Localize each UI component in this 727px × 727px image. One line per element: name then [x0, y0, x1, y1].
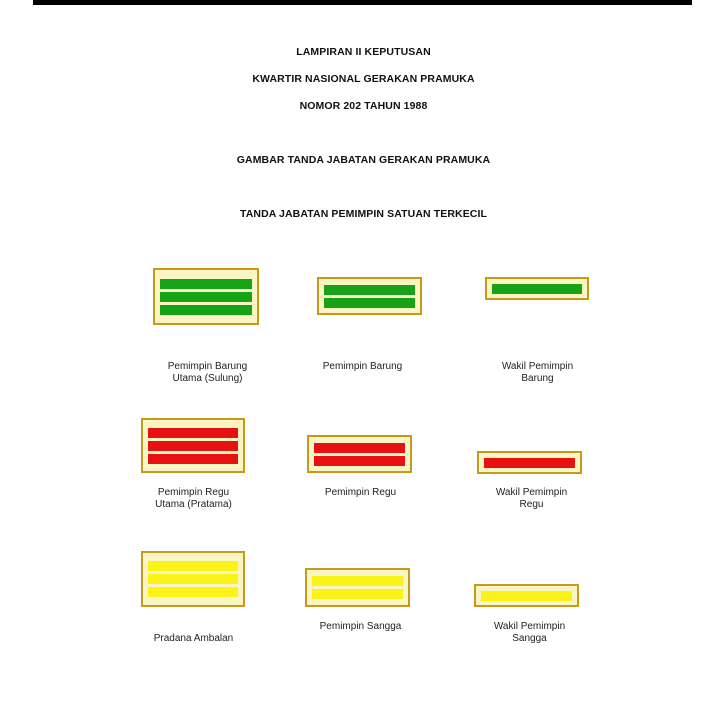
green-stripe — [160, 292, 252, 302]
heading-tanda-jabatan: TANDA JABATAN PEMIMPIN SATUAN TERKECIL — [239, 208, 488, 220]
caption-wakil-pemimpin-regu: Wakil Pemimpin Regu — [495, 487, 568, 510]
badge-pemimpin-regu-utama — [141, 418, 245, 473]
yellow-stripe — [148, 574, 238, 584]
yellow-stripe — [481, 591, 572, 601]
red-stripe — [484, 458, 575, 468]
caption-wakil-pemimpin-barung: Wakil Pemimpin Barung — [501, 361, 574, 384]
heading-nomor: NOMOR 202 TAHUN 1988 — [299, 100, 428, 112]
yellow-stripe — [148, 587, 238, 597]
red-stripe — [148, 441, 238, 451]
badge-pradana-ambalan — [141, 551, 245, 607]
yellow-stripe — [148, 561, 238, 571]
green-stripe — [492, 284, 582, 294]
yellow-stripe — [312, 576, 403, 586]
caption-pemimpin-barung-utama: Pemimpin Barung Utama (Sulung) — [167, 361, 248, 384]
badge-pemimpin-regu — [307, 435, 412, 473]
badge-wakil-pemimpin-regu — [477, 451, 582, 474]
green-stripe — [160, 279, 252, 289]
yellow-stripe — [312, 589, 403, 599]
heading-kwartir: KWARTIR NASIONAL GERAKAN PRAMUKA — [252, 73, 475, 85]
green-stripe — [324, 285, 415, 295]
caption-pemimpin-regu-utama: Pemimpin Regu Utama (Pratama) — [155, 487, 232, 510]
heading-gambar: GAMBAR TANDA JABATAN GERAKAN PRAMUKA — [236, 154, 491, 166]
red-stripe — [314, 456, 405, 466]
heading-lampiran: LAMPIRAN II KEPUTUSAN — [296, 46, 431, 58]
caption-pemimpin-sangga: Pemimpin Sangga — [319, 621, 402, 632]
red-stripe — [148, 454, 238, 464]
badge-pemimpin-barung — [317, 277, 422, 315]
red-stripe — [314, 443, 405, 453]
badge-wakil-pemimpin-sangga — [474, 584, 579, 607]
badge-pemimpin-barung-utama — [153, 268, 259, 325]
caption-pradana-ambalan: Pradana Ambalan — [153, 633, 234, 644]
badge-pemimpin-sangga — [305, 568, 410, 607]
red-stripe — [148, 428, 238, 438]
green-stripe — [160, 305, 252, 315]
top-border-bar — [33, 0, 692, 5]
caption-pemimpin-regu: Pemimpin Regu — [324, 487, 397, 498]
badge-wakil-pemimpin-barung — [485, 277, 589, 300]
caption-pemimpin-barung: Pemimpin Barung — [322, 361, 403, 372]
caption-wakil-pemimpin-sangga: Wakil Pemimpin Sangga — [493, 621, 566, 644]
green-stripe — [324, 298, 415, 308]
